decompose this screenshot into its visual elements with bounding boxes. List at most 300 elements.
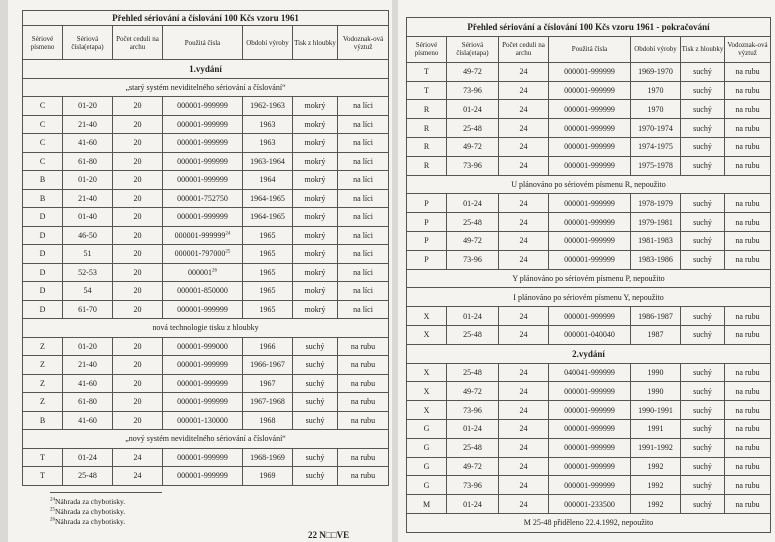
cell-text: X <box>423 367 430 377</box>
table-cell <box>407 495 447 514</box>
note-text: „starý systém neviditelného sériování a číslování“ <box>23 78 389 97</box>
cell-text: 49-72 <box>463 386 482 396</box>
table-cell <box>499 457 549 476</box>
table-cell <box>447 250 499 269</box>
table-cell <box>725 137 771 156</box>
table-cell <box>293 171 338 190</box>
table-row <box>23 263 389 282</box>
table-cell <box>63 134 113 153</box>
table-cell <box>163 411 243 430</box>
table-cell <box>725 231 771 250</box>
table-cell <box>549 119 631 138</box>
table-cell <box>407 100 447 119</box>
cell-text: suchý <box>305 378 325 388</box>
cell-text: na rubu <box>350 360 376 370</box>
table-cell <box>338 282 389 301</box>
cell-text: 54 <box>83 286 92 296</box>
cell-text: D <box>39 212 46 222</box>
table-cell <box>725 476 771 495</box>
cell-text: 41-60 <box>78 378 97 388</box>
table-cell <box>243 208 293 227</box>
cell-text: 000001-999999 <box>177 138 228 148</box>
note-text: Y plánováno po sériovém písmenu P, nepoužito <box>407 269 771 288</box>
cell-text: R <box>423 161 430 171</box>
table-cell <box>293 356 338 375</box>
cell-text: 20 <box>133 156 142 166</box>
table-cell <box>407 363 447 382</box>
cell-text: C <box>39 138 46 148</box>
table-cell <box>447 100 499 119</box>
table-cell <box>681 119 725 138</box>
cell-text: T <box>424 85 429 95</box>
footnote-number: 25 <box>50 507 55 513</box>
table-row <box>407 419 771 438</box>
cell-text: 1965 <box>259 230 276 240</box>
table-cell <box>631 307 681 326</box>
serial-table-right <box>406 17 771 533</box>
cell-text: Z <box>40 360 45 370</box>
table-title: Přehled sériování a číslování 100 Kčs vzoru 1961 - pokračování <box>407 18 771 37</box>
cell-text: suchý <box>305 341 325 351</box>
table-row <box>23 448 389 467</box>
section-heading: 2.vydání <box>407 344 771 363</box>
table-cell <box>243 282 293 301</box>
cell-text: 24 <box>133 471 142 481</box>
table-cell <box>725 419 771 438</box>
cell-text: 000001-999999 <box>564 424 615 434</box>
table-cell <box>499 81 549 100</box>
cell-text: 01-20 <box>78 341 97 351</box>
table-cell <box>63 226 113 245</box>
table-cell <box>499 495 549 514</box>
table-cell <box>163 263 243 282</box>
cell-text: 41-60 <box>78 415 97 425</box>
table-cell <box>23 115 63 134</box>
cell-text: 1963-1964 <box>250 156 285 166</box>
cell-text: 24 <box>519 255 528 265</box>
table-cell <box>725 213 771 232</box>
table-cell <box>631 438 681 457</box>
table-cell <box>23 97 63 116</box>
cell-text: 24 <box>519 142 528 152</box>
cell-text: 000001-999999 <box>177 471 228 481</box>
table-cell <box>447 194 499 213</box>
cell-text: D <box>39 304 46 314</box>
cell-text: 24 <box>519 161 528 171</box>
table-cell <box>725 401 771 420</box>
table-cell <box>631 382 681 401</box>
cell-text: 24 <box>519 330 528 340</box>
table-cell <box>725 307 771 326</box>
table-cell <box>725 62 771 81</box>
table-cell <box>407 250 447 269</box>
column-header: Sériová čísla(etapa) <box>63 26 113 60</box>
table-cell <box>725 382 771 401</box>
cell-text: P <box>424 236 429 246</box>
section-row <box>23 60 389 79</box>
table-cell <box>63 393 113 412</box>
table-cell <box>338 356 389 375</box>
table-cell <box>63 300 113 319</box>
cell-text: 1964-1965 <box>250 193 285 203</box>
table-cell <box>243 171 293 190</box>
table-cell <box>338 189 389 208</box>
cell-text: 000001-999999 <box>564 67 615 77</box>
cell-text: 1968 <box>259 415 276 425</box>
footnote-text: Náhrada za chybotisky. <box>55 517 126 526</box>
table-row <box>23 374 389 393</box>
cell-text: 20 <box>133 212 142 222</box>
cell-text: 24 <box>519 461 528 471</box>
table-row <box>407 81 771 100</box>
cell-text: 000001-999999 <box>177 304 228 314</box>
table-row <box>23 115 389 134</box>
cell-text: 1967 <box>259 378 276 388</box>
table-cell <box>549 476 631 495</box>
cell-text: G <box>423 424 430 434</box>
table-cell <box>407 438 447 457</box>
table-cell <box>681 194 725 213</box>
cell-text: 24 <box>519 405 528 415</box>
table-cell <box>499 137 549 156</box>
table-cell <box>631 119 681 138</box>
table-cell <box>23 448 63 467</box>
table-cell <box>631 100 681 119</box>
cell-text: 25-48 <box>463 367 482 377</box>
cell-text: 24 <box>519 480 528 490</box>
cell-text: suchý <box>305 397 325 407</box>
cell-text: 000001-999999 <box>177 360 228 370</box>
table-cell <box>447 62 499 81</box>
table-cell <box>338 134 389 153</box>
table-body <box>23 60 389 486</box>
table-cell <box>338 245 389 264</box>
cell-text: 24 <box>519 85 528 95</box>
cell-text: na rubu <box>735 67 760 77</box>
cell-text: na rubu <box>350 341 376 351</box>
cell-text: 20 <box>133 304 142 314</box>
cell-text: 24 <box>133 452 142 462</box>
cell-text: suchý <box>305 415 325 425</box>
cell-text: 1970 <box>647 85 664 95</box>
table-cell <box>163 134 243 153</box>
note-text: „nový systém neviditelného sériování a číslování“ <box>23 430 389 449</box>
table-cell <box>63 189 113 208</box>
cell-text: na rubu <box>735 198 760 208</box>
cell-text: 1966-1967 <box>250 360 285 370</box>
table-cell <box>681 382 725 401</box>
table-cell <box>631 457 681 476</box>
column-header: Období výroby <box>243 26 293 60</box>
table-cell <box>549 363 631 382</box>
cell-text: 000001-999999 <box>177 101 228 111</box>
table-cell <box>163 374 243 393</box>
table-cell <box>631 156 681 175</box>
table-cell <box>681 156 725 175</box>
cell-text: mokrý <box>304 193 326 203</box>
cell-text: 000001-999999 <box>177 119 228 129</box>
cell-text: suchý <box>693 161 712 171</box>
table-cell <box>549 62 631 81</box>
cell-text: 000001-130000 <box>177 415 228 425</box>
cell-text: X <box>423 330 430 340</box>
table-cell <box>447 476 499 495</box>
cell-text: mokrý <box>304 175 326 185</box>
table-cell <box>447 401 499 420</box>
cell-text: 000001-999999 <box>564 142 615 152</box>
footnote-ref: 25 <box>225 249 231 255</box>
cell-text: 000001-752750 <box>177 193 228 203</box>
cell-text: 25-48 <box>78 471 97 481</box>
cell-text: 20 <box>133 119 142 129</box>
cell-text: 1962-1963 <box>250 101 285 111</box>
table-cell <box>243 356 293 375</box>
table-cell <box>23 189 63 208</box>
cell-text: 01-24 <box>463 424 482 434</box>
note-row <box>23 319 389 338</box>
table-row <box>23 134 389 153</box>
cell-text: 73-96 <box>463 85 482 95</box>
table-cell <box>499 363 549 382</box>
table-cell <box>725 119 771 138</box>
table-cell <box>243 337 293 356</box>
note-row <box>23 430 389 449</box>
cell-text: na rubu <box>350 378 376 388</box>
cell-text: suchý <box>693 424 712 434</box>
column-header: Vodoznak-ová výztuž <box>338 26 389 60</box>
cell-text: 20 <box>133 286 142 296</box>
cell-text: 1986-1987 <box>638 311 673 321</box>
table-cell <box>63 337 113 356</box>
cell-text: na líci <box>353 267 373 277</box>
cell-text: R <box>423 123 430 133</box>
cell-text: suchý <box>305 452 325 462</box>
cell-text: 1967-1968 <box>250 397 285 407</box>
footnote <box>50 507 162 517</box>
table-cell <box>338 374 389 393</box>
cell-text: 01-24 <box>463 311 482 321</box>
cell-text: 51 <box>83 249 92 259</box>
cell-text: 000001-233500 <box>564 499 615 509</box>
cell-text: 040041-999999 <box>564 367 615 377</box>
table-cell <box>63 356 113 375</box>
cell-text: 24 <box>519 311 528 321</box>
table-cell <box>63 97 113 116</box>
cell-text: na líci <box>353 101 373 111</box>
cell-text: na rubu <box>735 161 760 171</box>
cell-text: P <box>424 255 429 265</box>
table-cell <box>23 152 63 171</box>
table-cell <box>63 448 113 467</box>
cell-text: 52-53 <box>78 267 97 277</box>
table-cell <box>681 250 725 269</box>
cell-text: na rubu <box>735 104 760 114</box>
table-cell <box>499 476 549 495</box>
cell-text: 1966 <box>259 341 276 351</box>
table-cell <box>293 208 338 227</box>
table-cell <box>407 231 447 250</box>
column-header: Počet ceduli na archu <box>113 26 163 60</box>
table-cell <box>549 325 631 344</box>
table-cell <box>549 382 631 401</box>
table-cell <box>631 495 681 514</box>
cell-text: 25-48 <box>463 443 482 453</box>
cell-text: 01-20 <box>78 101 97 111</box>
cell-text: Z <box>40 378 45 388</box>
table-cell <box>549 438 631 457</box>
cell-text: na rubu <box>735 405 760 415</box>
cell-text: 1965 <box>259 267 276 277</box>
cell-text: 1991 <box>647 424 664 434</box>
table-cell <box>113 374 163 393</box>
cell-text: 61-80 <box>78 156 97 166</box>
cell-text: Z <box>40 341 45 351</box>
cell-text: 20 <box>133 360 142 370</box>
table-cell <box>163 393 243 412</box>
table-cell <box>681 307 725 326</box>
cell-text: 000001-999999 <box>564 104 615 114</box>
table-cell <box>681 137 725 156</box>
table-cell <box>243 467 293 486</box>
right-page <box>398 0 775 542</box>
table-cell <box>293 134 338 153</box>
table-cell <box>681 495 725 514</box>
cell-text: na rubu <box>735 123 760 133</box>
cell-text: 000001-999999 <box>177 378 228 388</box>
table-cell <box>631 250 681 269</box>
table-cell <box>293 97 338 116</box>
table-cell <box>63 245 113 264</box>
cell-text: 01-24 <box>78 452 97 462</box>
column-header: Vodoznak-ová výztuž <box>725 36 771 62</box>
table-cell <box>447 213 499 232</box>
cell-text: 1978-1979 <box>638 198 673 208</box>
table-row <box>407 307 771 326</box>
table-cell <box>113 97 163 116</box>
cell-text: 20 <box>133 415 142 425</box>
table-cell <box>681 476 725 495</box>
cell-text: 1964 <box>259 175 276 185</box>
table-cell <box>549 194 631 213</box>
table-cell <box>725 438 771 457</box>
table-cell <box>113 171 163 190</box>
table-cell <box>338 115 389 134</box>
table-cell <box>549 213 631 232</box>
cell-text: suchý <box>693 443 712 453</box>
cell-text: suchý <box>693 217 712 227</box>
table-cell <box>631 363 681 382</box>
table-cell <box>23 226 63 245</box>
cell-text: na rubu <box>735 255 760 265</box>
cell-text: suchý <box>693 255 712 265</box>
cell-text: 1965 <box>259 304 276 314</box>
cell-text: mokrý <box>304 101 326 111</box>
cell-text: 41-60 <box>78 138 97 148</box>
table-row <box>407 325 771 344</box>
column-header: Počet ceduli na archu <box>499 36 549 62</box>
column-header: Použitá čísla <box>163 26 243 60</box>
cell-text: mokrý <box>304 156 326 166</box>
table-cell <box>293 300 338 319</box>
table-cell <box>338 467 389 486</box>
table-cell <box>293 152 338 171</box>
serial-table-left <box>22 10 389 486</box>
cell-text: suchý <box>693 123 712 133</box>
cell-text: 000001-999999 <box>177 175 228 185</box>
cell-text: 25-48 <box>463 330 482 340</box>
cell-text: 000001-999999 <box>174 230 226 240</box>
table-cell <box>293 263 338 282</box>
table-cell <box>163 300 243 319</box>
table-cell <box>725 194 771 213</box>
table-cell <box>338 448 389 467</box>
table-cell <box>407 62 447 81</box>
table-cell <box>293 374 338 393</box>
table-cell <box>631 476 681 495</box>
cell-text: 20 <box>133 175 142 185</box>
column-header: Sériové písmeno <box>407 36 447 62</box>
cell-text: D <box>39 249 46 259</box>
cell-text: 1992 <box>647 499 664 509</box>
cell-text: suchý <box>693 461 712 471</box>
cell-text: T <box>40 471 45 481</box>
note-text: I plánováno po sériovém písmenu Y, nepoužito <box>407 288 771 307</box>
cell-text: 73-96 <box>463 405 482 415</box>
cell-text: R <box>423 104 430 114</box>
table-row <box>407 100 771 119</box>
table-cell <box>407 325 447 344</box>
table-row <box>23 152 389 171</box>
table-cell <box>113 300 163 319</box>
table-cell <box>447 156 499 175</box>
cell-text: C <box>39 156 46 166</box>
cell-text: na rubu <box>735 367 760 377</box>
cell-text: na líci <box>353 304 373 314</box>
table-cell <box>163 189 243 208</box>
table-cell <box>113 356 163 375</box>
table-cell <box>681 457 725 476</box>
cell-text: 000001 <box>188 267 212 277</box>
cell-text: 20 <box>133 397 142 407</box>
table-cell <box>293 245 338 264</box>
cell-text: na rubu <box>350 452 376 462</box>
cell-text: 000001-850000 <box>177 286 228 296</box>
table-cell <box>631 62 681 81</box>
table-cell <box>725 457 771 476</box>
table-row <box>407 476 771 495</box>
table-row <box>407 62 771 81</box>
cell-text: 24 <box>519 67 528 77</box>
table-cell <box>725 156 771 175</box>
table-cell <box>163 226 243 245</box>
table-cell <box>63 152 113 171</box>
table-cell <box>499 119 549 138</box>
cell-text: na líci <box>353 119 373 129</box>
cell-text: 000001-999999 <box>177 452 228 462</box>
table-cell <box>499 438 549 457</box>
table-cell <box>549 81 631 100</box>
cell-text: M <box>422 499 431 509</box>
cell-text: 24 <box>519 104 528 114</box>
cell-text: suchý <box>693 67 712 77</box>
cell-text: suchý <box>693 499 712 509</box>
cell-text: 20 <box>133 341 142 351</box>
cell-text: 1970-1974 <box>638 123 673 133</box>
table-cell <box>63 411 113 430</box>
table-cell <box>631 194 681 213</box>
cell-text: 000001-999999 <box>564 255 615 265</box>
cell-text: 000001-999999 <box>564 480 615 490</box>
